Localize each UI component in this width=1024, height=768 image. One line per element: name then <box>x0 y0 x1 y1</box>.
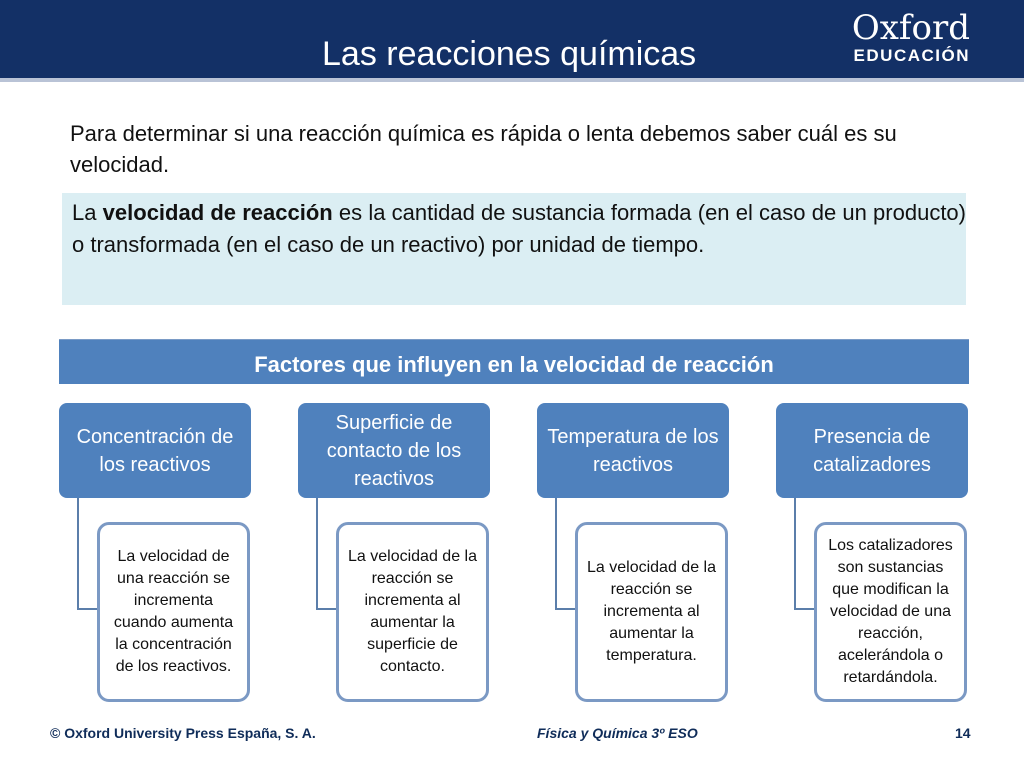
footer-copyright: © Oxford University Press España, S. A. <box>50 725 316 741</box>
logo-subtitle: EDUCACIÓN <box>853 46 970 65</box>
definition-term: velocidad de reacción <box>102 200 333 225</box>
factor-title: Concentración de los reactivos <box>59 403 251 498</box>
footer-book-title: Física y Química 3º ESO <box>537 725 698 741</box>
factors-header: Factores que influyen en la velocidad de reacción <box>59 339 969 384</box>
connector-line <box>555 608 577 610</box>
factor-column-concentration <box>59 403 251 763</box>
connector-line <box>555 498 557 610</box>
definition-prefix: La <box>72 200 103 225</box>
definition-rest: es la cantidad de sustancia formada (en el caso de un producto) o transformada (en el caso de un reactivo) por unidad de tiempo. <box>72 200 966 257</box>
logo-wordmark: Oxford <box>851 8 970 48</box>
factor-detail: La velocidad de la reacción se incrementa al aumentar la superficie de contacto. <box>336 522 489 702</box>
factor-title: Superficie de contacto de los reactivos <box>298 403 490 498</box>
connector-line <box>794 498 796 610</box>
factor-detail: La velocidad de una reacción se incrementa cuando aumenta la concentración de los reactivos. <box>97 522 250 702</box>
factor-column-catalysts <box>776 403 968 763</box>
factor-column-surface <box>298 403 490 763</box>
factor-title: Temperatura de los reactivos <box>537 403 729 498</box>
definition-box <box>62 193 966 305</box>
oxford-logo <box>852 10 970 66</box>
connector-line <box>77 608 99 610</box>
intro-text: Para determinar si una reacción química es rápida o lenta debemos saber cuál es su velocidad. <box>70 121 897 177</box>
page-number: 14 <box>955 725 971 741</box>
factor-column-temperature <box>537 403 729 763</box>
connector-line <box>77 498 79 610</box>
slide-title: Las reacciones químicas <box>322 35 697 73</box>
connector-line <box>794 608 816 610</box>
factor-detail: Los catalizadores son sustancias que modifican la velocidad de una reacción, acelerándola o retardándola. <box>814 522 967 702</box>
connector-line <box>316 498 318 610</box>
factor-title: Presencia de catalizadores <box>776 403 968 498</box>
header-divider <box>0 78 1024 82</box>
factor-detail: La velocidad de la reacción se incrementa al aumentar la temperatura. <box>575 522 728 702</box>
connector-line <box>316 608 338 610</box>
